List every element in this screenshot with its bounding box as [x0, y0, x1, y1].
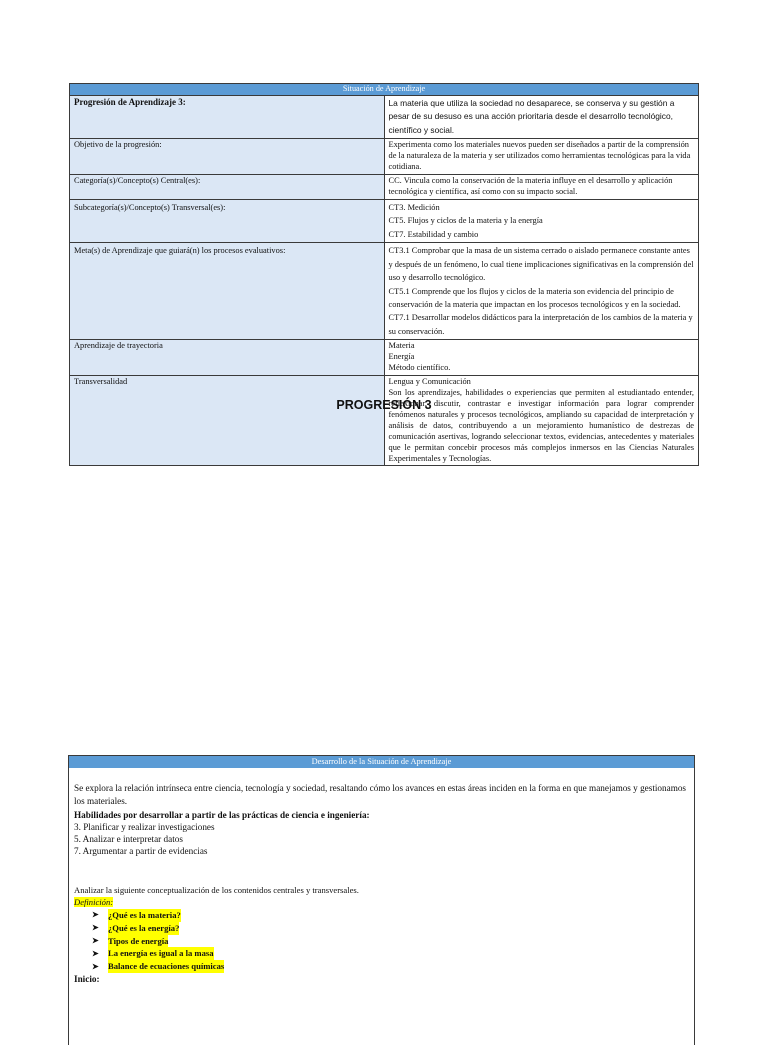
topic-text: Tipos de energía	[108, 935, 169, 946]
skills-title: Habilidades por desarrollar a partir de las prácticas de ciencia e ingeniería:	[74, 809, 370, 820]
skill-item: 3. Planificar y realizar investigaciones	[74, 822, 215, 833]
row-label-progression: Progresión de Aprendizaje 3:	[70, 96, 385, 139]
arrow-bullet-icon: ➤	[92, 910, 99, 920]
goal-line: CT3.1 Comprobar que la masa de un sistema cerrado o aislado permanece constante antes y después de un fenómeno, lo cual tiene implicaciones significativas en la comprensión del uso y desarrollo tecnológico.	[388, 246, 694, 283]
row-label-transversality: Transversalidad	[70, 376, 385, 466]
skills-list	[74, 822, 689, 858]
table-row-trajectory	[70, 340, 699, 376]
concept-line: CT5. Flujos y ciclos de la materia y la energía	[388, 216, 543, 226]
row-label-trajectory: Aprendizaje de trayectoria	[70, 340, 385, 376]
topic-item	[92, 947, 689, 960]
table-row-transversality	[70, 376, 699, 466]
row-label-transversal-concept: Subcategoría(s)/Concepto(s) Transversal(es):	[70, 199, 385, 242]
arrow-bullet-icon: ➤	[92, 948, 99, 958]
table-row-learning-goals	[70, 243, 699, 340]
row-value-central-concept: CC. Vincula como la conservación de la materia influye en el desarrollo y aplicación tecnológica y científica, así como con su impacto social.	[384, 175, 699, 200]
definition-label: Definición:	[74, 897, 114, 908]
row-value-transversality	[384, 376, 699, 466]
table-header-row	[70, 84, 699, 96]
concept-line: CT7. Estabilidad y cambio	[388, 229, 479, 239]
table-row-central-concept	[70, 175, 699, 200]
topic-text: Balance de ecuaciones químicas	[108, 961, 225, 972]
topic-text: ¿Qué es la materia?	[108, 909, 181, 920]
topics-list	[74, 909, 689, 973]
arrow-bullet-icon: ➤	[92, 936, 99, 946]
table-header: Situación de Aprendizaje	[70, 84, 699, 96]
goal-line: CT5.1 Comprende que los flujos y ciclos de la materia son evidencia del principio de conservación de la materia que impactan en los procesos tecnológicos y en la sociedad.	[388, 286, 681, 309]
trajectory-line: Energía	[388, 352, 415, 362]
development-box	[68, 755, 695, 1045]
row-value-objective: Experimenta como los materiales nuevos pueden ser diseñados a partir de la comprensión de la naturaleza de la materia y ser utilizados como herramientas tecnológicas para la vida cotidiana.	[384, 139, 699, 175]
table-row-objective	[70, 139, 699, 175]
skill-item: 7. Argumentar a partir de evidencias	[74, 845, 208, 856]
development-body	[69, 768, 694, 987]
topic-text: La energía es igual a la masa	[108, 948, 214, 959]
row-value-progression: La materia que utiliza la sociedad no desaparece, se conserva y su gestión a pesar de su desuso es una acción prioritaria desde el desarrollo tecnológico, científico y social.	[384, 96, 699, 139]
topic-item	[92, 935, 689, 948]
start-heading: Inicio:	[74, 974, 100, 985]
spacer	[74, 858, 689, 884]
topic-item	[92, 909, 689, 922]
analyze-text: Analizar la siguiente conceptualización de los contenidos centrales y transversales.	[74, 884, 359, 895]
arrow-bullet-icon: ➤	[92, 961, 99, 971]
row-label-central-concept: Categoría(s)/Concepto(s) Central(es):	[70, 175, 385, 200]
topic-item	[92, 922, 689, 935]
arrow-bullet-icon: ➤	[92, 923, 99, 933]
concept-line: CT3. Medición	[388, 202, 440, 212]
row-value-learning-goals	[384, 243, 699, 340]
trajectory-line: Método científico.	[388, 363, 451, 373]
skill-item: 5. Analizar e interpretar datos	[74, 833, 183, 844]
row-label-objective: Objetivo de la progresión:	[70, 139, 385, 175]
development-header: Desarrollo de la Situación de Aprendizaje	[69, 756, 694, 768]
row-label-learning-goals: Meta(s) de Aprendizaje que guiará(n) los procesos evaluativos:	[70, 243, 385, 340]
transversality-description: Son los aprendizajes, habilidades o experiencias que permiten al estudiantado entender, reflexionar, discutir, contrastar e investigar información para lograr comprender fenómenos naturales y procesos tecnológicos, ampliando su capacidad de interpretación y análisis de datos, contribuyendo a un mejoramiento humanístico de destrezas de comunicación asertivas, logrando seleccionar textos, evidencias, antecedentes y materiales que le permitan concebir procesos más complejos inmersos en las Ciencias Naturales Experimentales y Tecnologías.	[388, 387, 694, 463]
row-value-transversal-concept	[384, 199, 699, 242]
transversality-subject: Lengua y Comunicación	[388, 377, 471, 387]
trajectory-line: Materia	[388, 341, 415, 351]
definition-label-line	[74, 896, 689, 908]
table-row-progression	[70, 96, 699, 139]
topic-item	[92, 960, 689, 973]
row-value-trajectory	[384, 340, 699, 376]
development-intro: Se explora la relación intrínseca entre ciencia, tecnología y sociedad, resaltando cómo los avances en estas áreas inciden en la forma en que manejamos y gestionamos los materiales.	[74, 783, 687, 807]
progression-title: PROGRESIÓN 3	[336, 398, 432, 412]
table-row-transversal-concept	[70, 199, 699, 242]
topic-text: ¿Qué es la energía?	[108, 922, 180, 933]
goal-line: CT7.1 Desarrollar modelos didácticos para la interpretación de los cambios de la materia y su conservación.	[388, 313, 693, 336]
